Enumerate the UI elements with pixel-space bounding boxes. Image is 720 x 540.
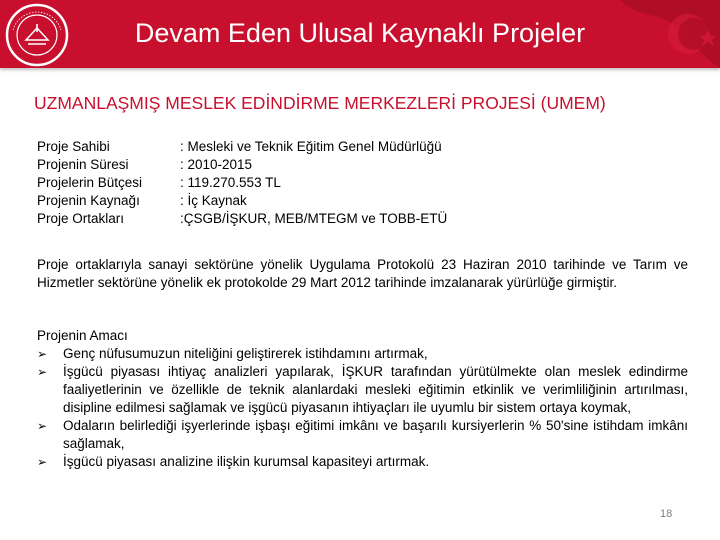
aim-text: Genç nüfusumuzun niteliğini geliştirerek istihdamını artırmak, bbox=[63, 346, 428, 361]
list-item bbox=[37, 345, 688, 363]
protocol-paragraph: Proje ortaklarıyla sanayi sektörüne yönelik Uygulama Protokolü 23 Haziran 2010 tarihinde ve Tarım ve Hizmetler sektörüne yönelik ek protokolde 29 Mart 2012 tarihinde imzalanarak yürürlüğe girmiştir. bbox=[37, 257, 688, 290]
arrow-bullet-icon: ➢ bbox=[37, 365, 48, 379]
info-label: Projelerin Bütçesi bbox=[37, 175, 143, 190]
aims-heading: Projenin Amacı bbox=[37, 328, 128, 343]
info-row-owner bbox=[37, 138, 447, 156]
info-label: Projenin Süresi bbox=[37, 157, 129, 172]
project-heading: UZMANLAŞMIŞ MESLEK EDİNDİRME MERKEZLERİ PROJESİ (UMEM) bbox=[34, 93, 606, 113]
slide-title: Devam Eden Ulusal Kaynaklı Projeler bbox=[134, 18, 586, 48]
info-label: Proje Sahibi bbox=[37, 139, 110, 154]
aim-text: İşgücü piyasası analizine ilişkin kurumsal kapasiteyi artırmak. bbox=[63, 454, 430, 469]
slide-header bbox=[0, 0, 720, 68]
aim-text: İşgücü piyasası ihtiyaç analizleri yapılarak, İŞKUR tarafından yürütülmekte olan meslek edindirme faaliyetlerinin ve özellikle de teknik alanlardaki mesleki eğitimin etkinlik ve verimliliğinin artırılması, disipline edilmesi sağlamak ve işgücü piyasanın ihtiyaçları ile uyumlu bir sistem ortaya koymak, bbox=[63, 364, 688, 415]
page-number: 18 bbox=[660, 508, 673, 520]
list-item bbox=[37, 363, 688, 417]
info-value: : 119.270.553 TL bbox=[180, 175, 281, 190]
info-row-source bbox=[37, 192, 447, 210]
arrow-bullet-icon: ➢ bbox=[37, 347, 48, 361]
aims-list bbox=[37, 345, 688, 471]
info-row-partners bbox=[37, 210, 447, 228]
project-info-table bbox=[37, 138, 447, 228]
list-item bbox=[37, 453, 688, 471]
arrow-bullet-icon: ➢ bbox=[37, 455, 48, 469]
list-item bbox=[37, 417, 688, 453]
info-label: Proje Ortakları bbox=[37, 211, 125, 226]
info-value: : İç Kaynak bbox=[180, 193, 247, 208]
info-value: : Mesleki ve Teknik Eğitim Genel Müdürlüğü bbox=[180, 139, 442, 154]
info-row-duration bbox=[37, 156, 447, 174]
info-label: Projenin Kaynağı bbox=[37, 193, 140, 208]
info-value: : 2010-2015 bbox=[180, 157, 253, 172]
arrow-bullet-icon: ➢ bbox=[37, 419, 48, 433]
aim-text: Odaların belirlediği işyerlerinde işbaşı eğitimi imkânı ve başarılı kursiyerlerin % 50'sine istihdam imkânı sağlamak, bbox=[63, 418, 688, 451]
info-row-budget bbox=[37, 174, 447, 192]
info-value: :ÇSGB/İŞKUR, MEB/MTEGM ve TOBB-ETÜ bbox=[180, 211, 448, 226]
